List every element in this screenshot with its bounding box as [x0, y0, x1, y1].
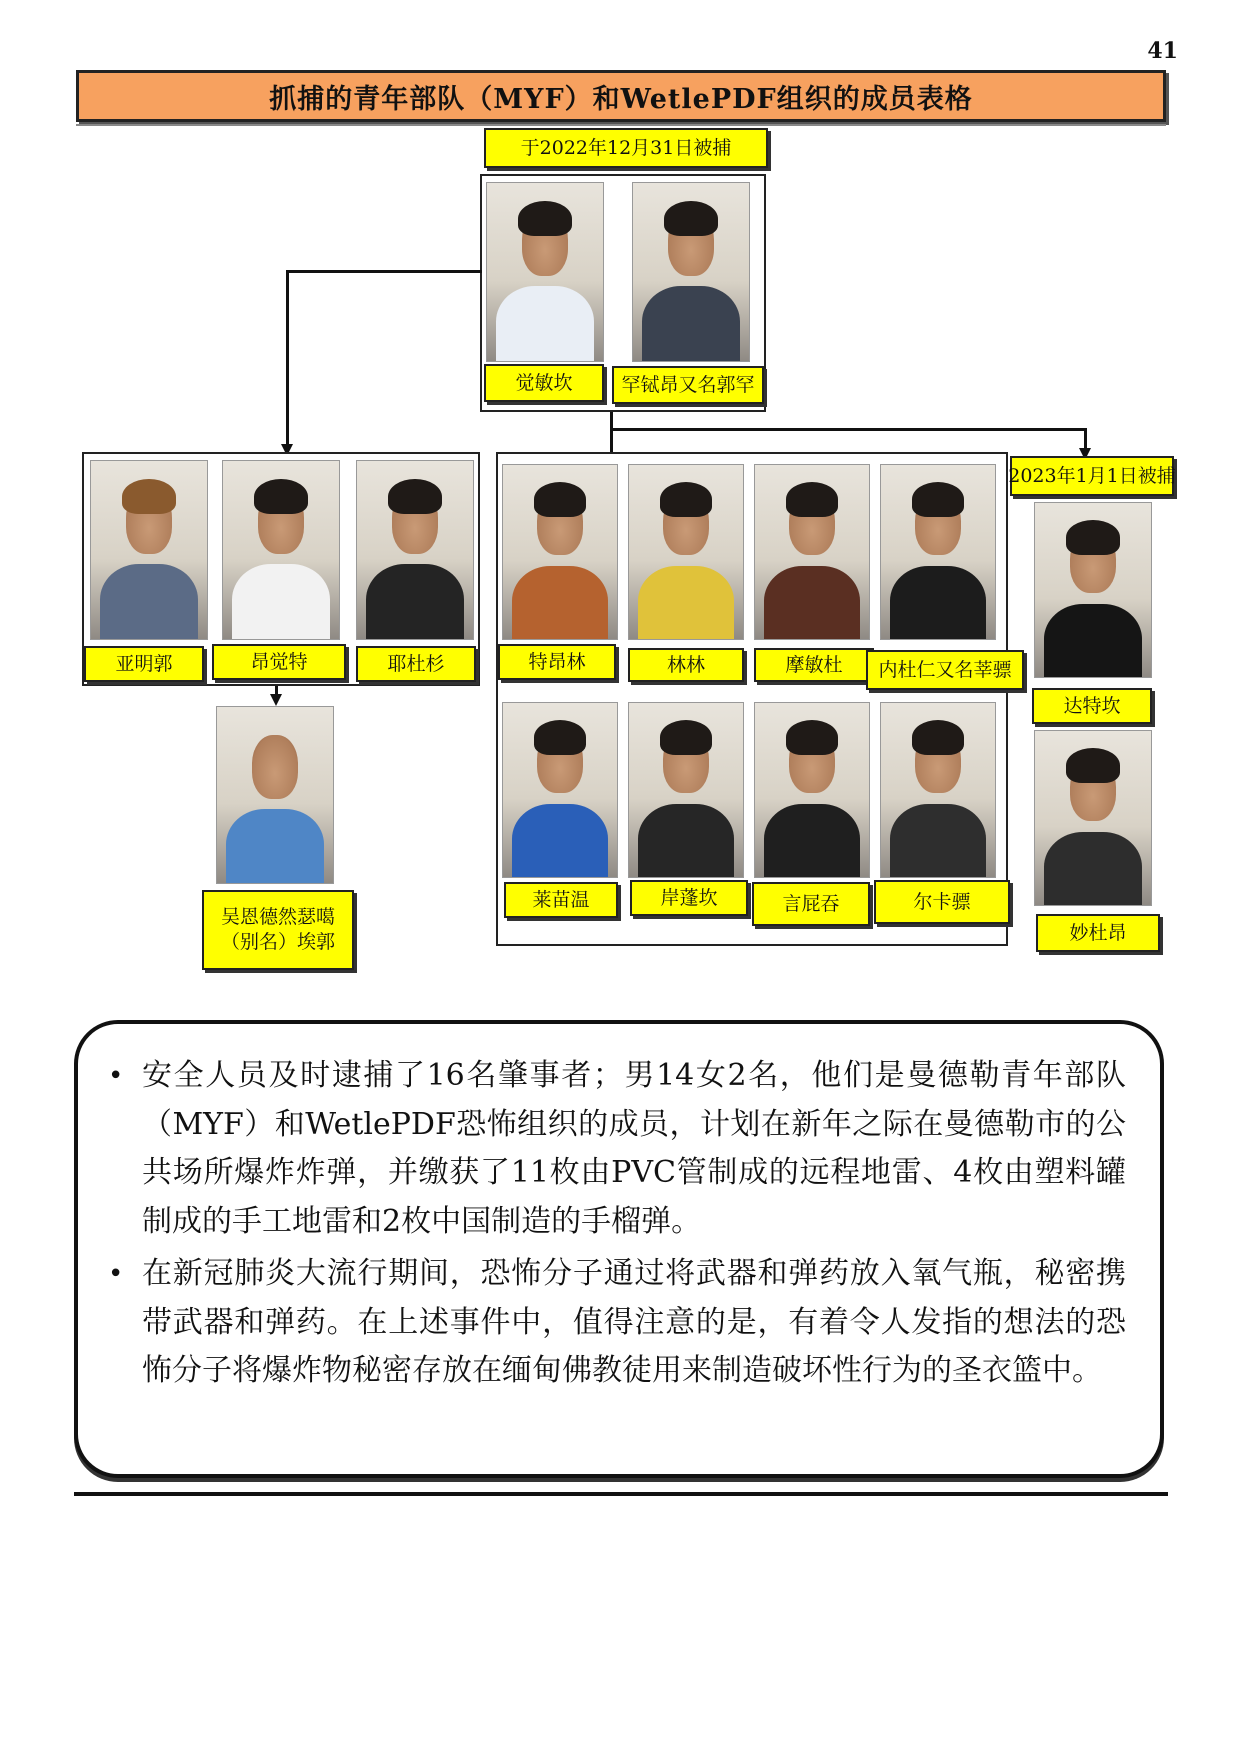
- title-underline: [76, 124, 1166, 126]
- clothing-shape: [366, 564, 463, 640]
- clothing-shape: [1044, 832, 1141, 906]
- hair-shape: [660, 720, 712, 755]
- right-group-name-1: 特昂林: [498, 644, 616, 680]
- left-group-photo-3: [356, 460, 474, 640]
- left-group-photo-2: [222, 460, 340, 640]
- leader-photo-2: [632, 182, 750, 362]
- face-shape: [252, 735, 298, 798]
- left-sub-name-line-2: （别名）埃郭: [220, 931, 335, 953]
- hair-shape: [660, 482, 712, 517]
- clothing-shape: [100, 564, 197, 640]
- bullet-text: 安全人员及时逮捕了16名肇事者；男14女2名，他们是曼德勒青年部队（MYF）和WetlePDF恐怖组织的成员，计划在新年之际在曼德勒市的公共场所爆炸炸弹，并缴获了11枚由PVC管制成的远程地雷、4枚由塑料罐制成的手工地雷和2枚中国制造的手榴弹。: [142, 1058, 1126, 1239]
- right-group-photo-5: [502, 702, 618, 878]
- hair-shape: [786, 720, 838, 755]
- far-right-name-2: 妙杜昂: [1036, 914, 1160, 952]
- clothing-shape: [232, 564, 329, 640]
- clothing-shape: [642, 286, 739, 362]
- left-sub-name-line-1: 吴恩德然瑟噶: [220, 906, 335, 929]
- right-group-photo-1: [502, 464, 618, 640]
- hair-shape: [122, 479, 175, 515]
- left-group-name-3: 耶杜杉: [356, 646, 476, 682]
- left-group-name-1: 亚明郭: [84, 646, 204, 682]
- bottom-rule: [74, 1492, 1168, 1496]
- hair-shape: [664, 201, 717, 237]
- clothing-shape: [638, 566, 734, 640]
- clothing-shape: [890, 804, 986, 878]
- leader-name-1: 觉敏坎: [484, 364, 604, 402]
- summary-box: [74, 1020, 1164, 1478]
- arrow-down-icon: [270, 694, 282, 706]
- arrest-date-label-2: 2023年1月1日被捕: [1010, 456, 1174, 496]
- right-group-name-6: 岸蓬坎: [630, 880, 748, 916]
- right-group-name-5: 莱苗温: [504, 882, 618, 918]
- bullet-icon: •: [108, 1061, 124, 1091]
- page-number: 41: [1147, 38, 1178, 64]
- clothing-shape: [764, 566, 860, 640]
- left-sub-name: [202, 890, 354, 970]
- clothing-shape: [638, 804, 734, 878]
- connector-line: [1084, 428, 1087, 450]
- clothing-shape: [512, 804, 608, 878]
- right-group-name-3: 摩敏杜: [754, 648, 874, 682]
- hair-shape: [1066, 748, 1119, 783]
- bullet-text: 在新冠肺炎大流行期间，恐怖分子通过将武器和弹药放入氧气瓶，秘密携带武器和弹药。在上述事件中，值得注意的是，有着令人发指的想法的恐怖分子将爆炸物秘密存放在缅甸佛教徒用来制造破坏性行为的圣衣篮中。: [142, 1256, 1126, 1388]
- bullet-item: [108, 1052, 1126, 1246]
- clothing-shape: [496, 286, 593, 362]
- right-group-name-2: 林林: [628, 648, 744, 682]
- connector-line: [286, 270, 289, 446]
- left-sub-photo: [216, 706, 334, 884]
- right-group-photo-3: [754, 464, 870, 640]
- right-group-name-7: 言屁吞: [752, 882, 870, 926]
- clothing-shape: [512, 566, 608, 640]
- far-right-name-1: 达特坎: [1032, 688, 1152, 724]
- left-group-name-2: 昂觉特: [212, 644, 346, 680]
- far-right-photo-1: [1034, 502, 1152, 678]
- hair-shape: [254, 479, 307, 515]
- right-group-name-8: 尔卡骠: [874, 880, 1010, 924]
- bullet-item: [108, 1250, 1126, 1396]
- connector-line: [610, 428, 1086, 431]
- right-group-name-4: 内杜仁又名莘骠: [866, 650, 1024, 690]
- hair-shape: [534, 720, 586, 755]
- hair-shape: [1066, 520, 1119, 555]
- right-group-photo-6: [628, 702, 744, 878]
- left-group-photo-1: [90, 460, 208, 640]
- hair-shape: [912, 482, 964, 517]
- right-group-photo-7: [754, 702, 870, 878]
- right-group-photo-2: [628, 464, 744, 640]
- bullet-icon: •: [108, 1259, 124, 1289]
- hair-shape: [534, 482, 586, 517]
- hair-shape: [388, 479, 441, 515]
- clothing-shape: [1044, 604, 1141, 678]
- leader-name-2: 罕铽昂又名郭罕: [612, 366, 764, 404]
- hair-shape: [786, 482, 838, 517]
- right-group-box: [496, 452, 1008, 946]
- connector-line: [286, 270, 482, 273]
- page-title: 抓捕的青年部队（MYF）和WetlePDF组织的成员表格: [76, 70, 1166, 122]
- leader-photo-1: [486, 182, 604, 362]
- hair-shape: [912, 720, 964, 755]
- clothing-shape: [890, 566, 986, 640]
- clothing-shape: [764, 804, 860, 878]
- right-group-photo-4: [880, 464, 996, 640]
- hair-shape: [518, 201, 571, 237]
- clothing-shape: [226, 809, 323, 884]
- connector-line: [610, 412, 613, 456]
- far-right-photo-2: [1034, 730, 1152, 906]
- right-group-photo-8: [880, 702, 996, 878]
- arrest-date-label-1: 于2022年12月31日被捕: [484, 128, 768, 168]
